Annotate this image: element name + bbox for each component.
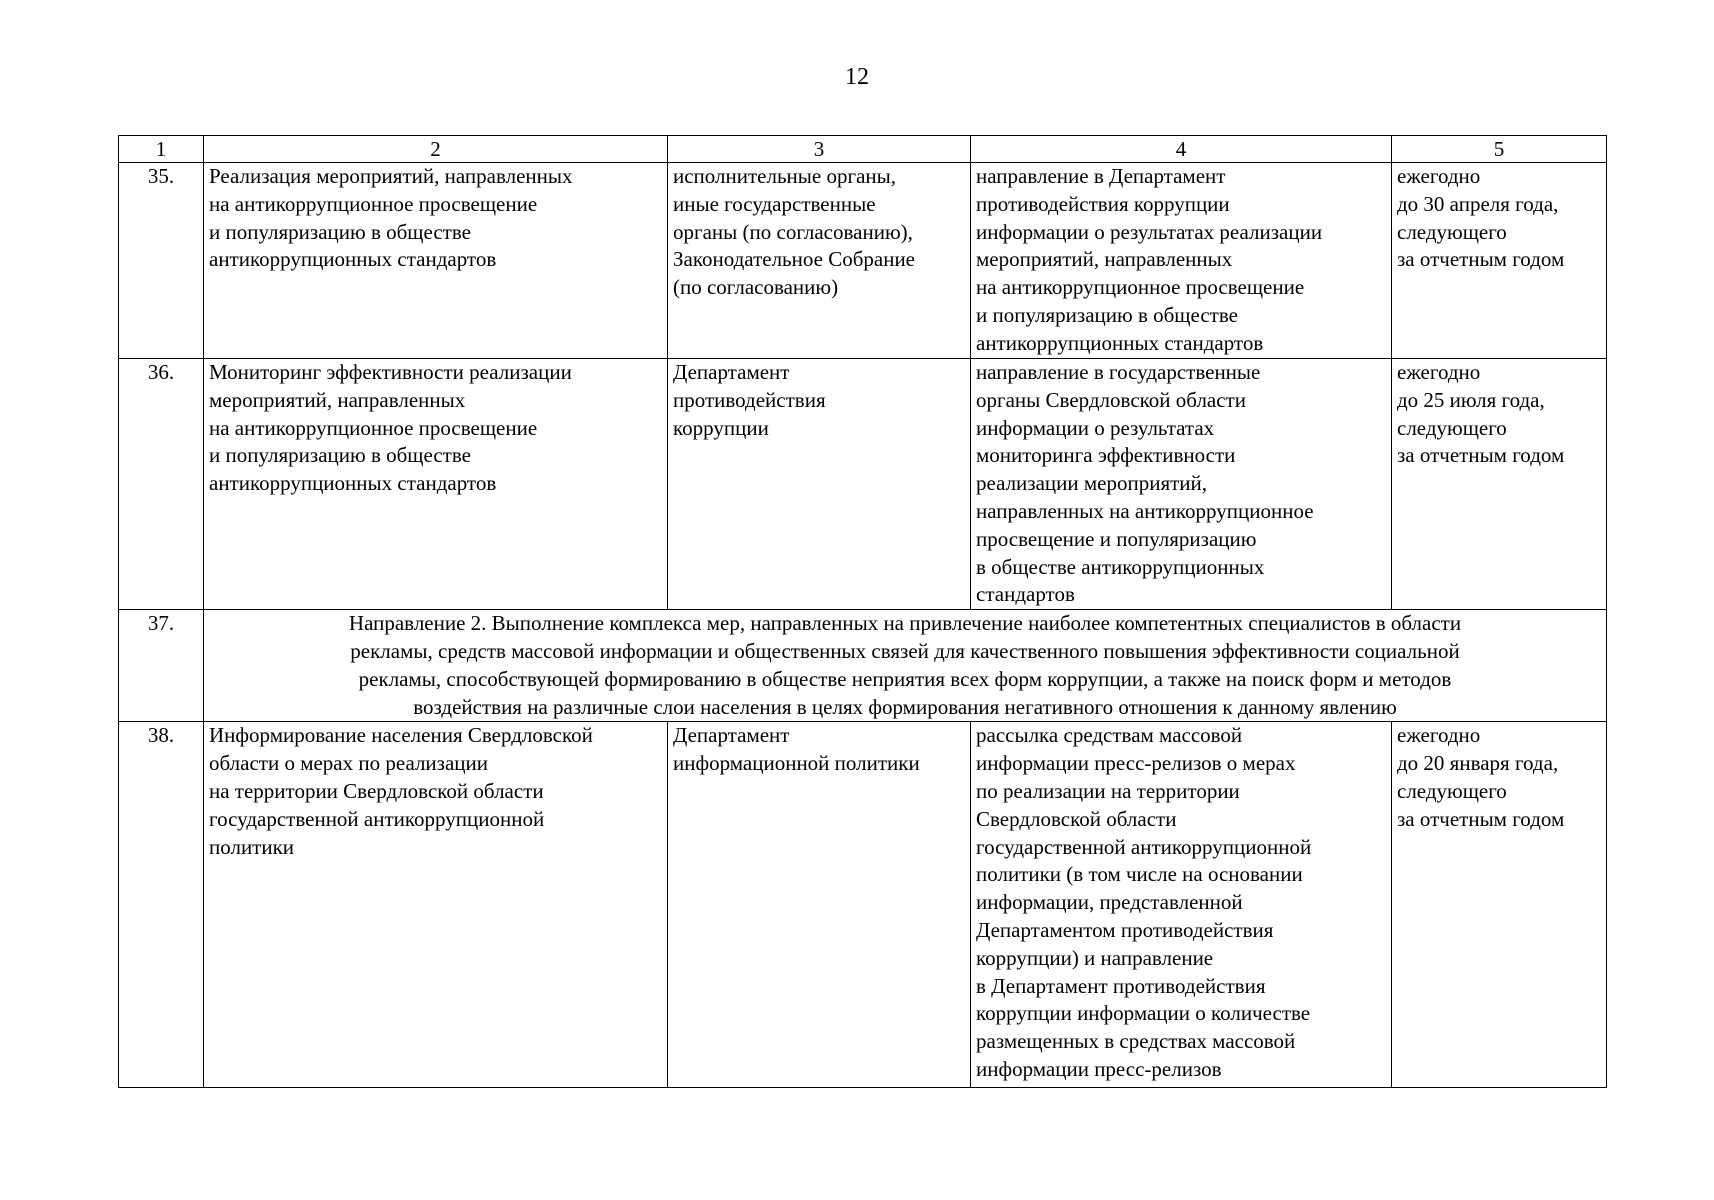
measures-table — [118, 135, 1607, 1088]
cell-line: на территории Свердловской области — [209, 778, 544, 803]
cell-line: Реализация мероприятий, направленных — [209, 164, 573, 188]
measure-cell — [204, 359, 668, 610]
cell-line: до 30 апреля года, — [1397, 191, 1559, 216]
cell-line: антикоррупционных стандартов — [209, 471, 497, 496]
cell-line: государственной антикоррупционной — [209, 806, 545, 831]
table-row — [119, 359, 1607, 610]
cell-line: на антикоррупционное просвещение — [976, 275, 1305, 300]
cell-line: направление в государственные — [976, 360, 1261, 384]
cell-line: государственной антикоррупционной — [976, 834, 1312, 859]
table-row — [119, 610, 1607, 722]
cell-line: ежегодно — [1397, 360, 1481, 384]
cell-line: информации, представленной — [976, 890, 1243, 915]
executor-cell — [668, 722, 971, 1088]
cell-line: антикоррупционных стандартов — [976, 330, 1264, 355]
cell-line: за отчетным годом — [1397, 806, 1565, 831]
cell-line: информации пресс-релизов — [976, 1056, 1222, 1081]
cell-line: ежегодно — [1397, 723, 1481, 748]
cell-line: информационной политики — [673, 751, 920, 776]
cell-line: на антикоррупционное просвещение — [209, 415, 538, 440]
cell-line: Законодательное Собрание — [673, 247, 916, 272]
cell-line: рекламы, способствующей формированию в обществе неприятия всех форм коррупции, а также на поиск форм и методов — [358, 666, 1452, 691]
cell-line: размещенных в средствах массовой — [976, 1029, 1296, 1054]
cell-line: исполнительные органы, — [673, 164, 896, 188]
cell-line: иные государственные — [673, 191, 876, 216]
cell-line: органы Свердловской области — [976, 387, 1246, 412]
cell-line: следующего — [1397, 415, 1507, 440]
measure-cell — [204, 722, 668, 1088]
table-header-row — [119, 136, 1607, 163]
cell-line: (по согласованию) — [673, 275, 839, 300]
cell-line: следующего — [1397, 778, 1507, 803]
cell-line: политики — [209, 834, 295, 859]
cell-line: следующего — [1397, 219, 1507, 244]
cell-line: противодействия коррупции — [976, 191, 1230, 216]
cell-line: Мониторинг эффективности реализации — [209, 360, 572, 384]
cell-line: Департаментом противодействия — [976, 917, 1274, 942]
cell-line: Направление 2. Выполнение комплекса мер, направленных на привлечение наиболее компетентных специалистов в области — [348, 611, 1462, 636]
executor-cell — [668, 163, 971, 359]
cell-line: рекламы, средств массовой информации и общественных связей для качественного повышения эффективности социальной — [350, 638, 1460, 663]
cell-line: информации о результатах реализации — [976, 219, 1323, 244]
cell-line: стандартов — [976, 582, 1075, 607]
cell-line: противодействия — [673, 387, 826, 412]
column-header: 2 — [204, 136, 668, 163]
cell-line: и популяризацию в обществе — [209, 443, 471, 468]
cell-line: коррупции информации о количестве — [976, 1001, 1311, 1026]
cell-line: по реализации на территории — [976, 778, 1240, 803]
column-header: 4 — [971, 136, 1392, 163]
result-cell — [971, 163, 1392, 359]
cell-line: в обществе антикоррупционных — [976, 554, 1265, 579]
cell-line: в Департамент противодействия — [976, 973, 1266, 998]
column-header: 1 — [119, 136, 204, 163]
column-header: 3 — [668, 136, 971, 163]
column-header: 5 — [1392, 136, 1607, 163]
cell-line: Свердловской области — [976, 806, 1177, 831]
cell-line: органы (по согласованию), — [673, 219, 913, 244]
table-row — [119, 722, 1607, 1088]
cell-line: за отчетным годом — [1397, 443, 1565, 468]
cell-line: ежегодно — [1397, 164, 1481, 188]
cell-line: направление в Департамент — [976, 164, 1226, 188]
cell-line: и популяризацию в обществе — [976, 302, 1238, 327]
cell-line: антикоррупционных стандартов — [209, 247, 497, 272]
cell-line: мероприятий, направленных — [976, 247, 1233, 272]
cell-line: информации о результатах — [976, 415, 1215, 440]
deadline-cell — [1392, 359, 1607, 610]
cell-line: воздействия на различные слои населения в целях формирования негативного отношения к данному явлению — [413, 694, 1397, 719]
cell-line: коррупции) и направление — [976, 945, 1214, 970]
row-number: 35. — [119, 163, 204, 359]
cell-line: мониторинга эффективности — [976, 443, 1236, 468]
page-number: 12 — [845, 64, 869, 90]
result-cell — [971, 359, 1392, 610]
cell-line: рассылка средствам массовой — [976, 723, 1243, 748]
cell-line: политики (в том числе на основании — [976, 862, 1303, 887]
measure-cell — [204, 163, 668, 359]
row-number: 37. — [119, 610, 204, 722]
row-number: 36. — [119, 359, 204, 610]
deadline-cell — [1392, 722, 1607, 1088]
table-row — [119, 163, 1607, 359]
cell-line: Департамент — [673, 723, 790, 748]
row-number: 38. — [119, 722, 204, 1088]
cell-line: области о мерах по реализации — [209, 751, 488, 776]
cell-line: Информирование населения Свердловской — [209, 723, 593, 748]
cell-line: реализации мероприятий, — [976, 471, 1208, 496]
result-cell — [971, 722, 1392, 1088]
cell-line: до 20 января года, — [1397, 751, 1559, 776]
cell-line: направленных на антикоррупционное — [976, 498, 1314, 523]
deadline-cell — [1392, 163, 1607, 359]
cell-line: просвещение и популяризацию — [976, 526, 1257, 551]
cell-line: на антикоррупционное просвещение — [209, 191, 538, 216]
cell-line: мероприятий, направленных — [209, 387, 466, 412]
cell-line: Департамент — [673, 360, 790, 384]
executor-cell — [668, 359, 971, 610]
cell-line: до 25 июля года, — [1397, 387, 1545, 412]
cell-line: информации пресс-релизов о мерах — [976, 751, 1296, 776]
direction-heading-cell — [204, 610, 1607, 722]
cell-line: коррупции — [673, 415, 769, 440]
cell-line: за отчетным годом — [1397, 247, 1565, 272]
cell-line: и популяризацию в обществе — [209, 219, 471, 244]
